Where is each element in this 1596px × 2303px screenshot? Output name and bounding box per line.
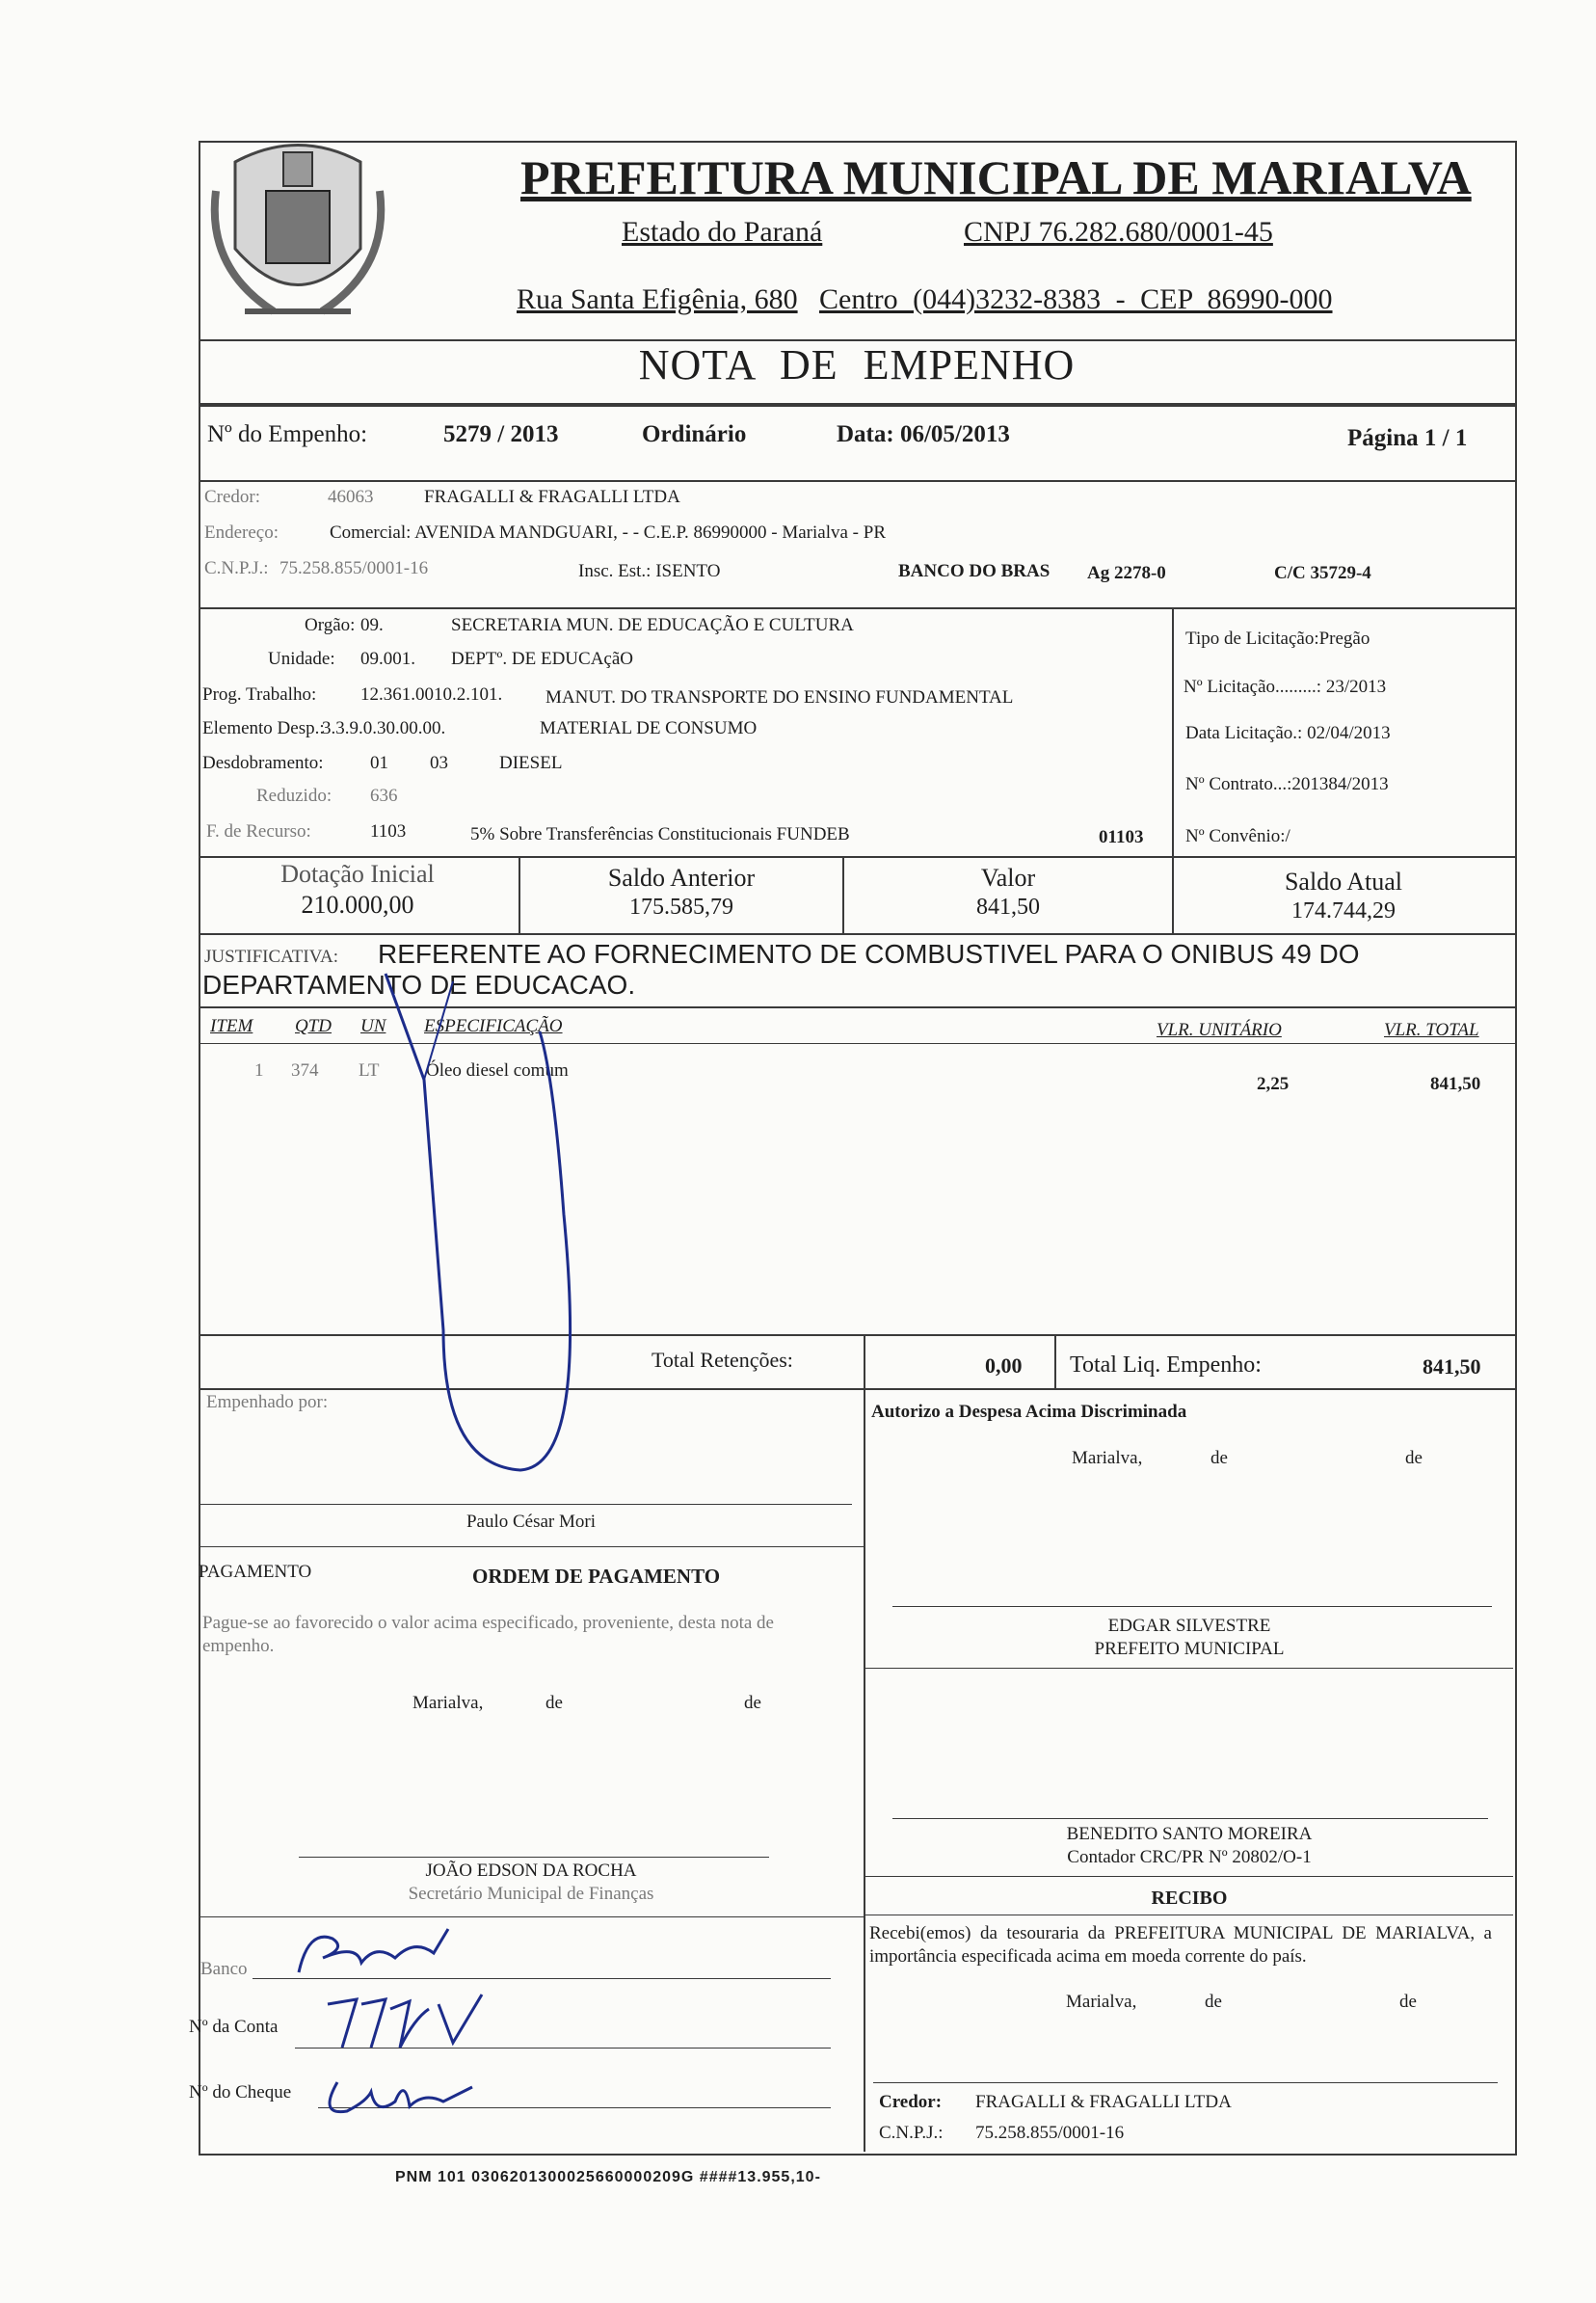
row-item: 1 [254,1060,264,1081]
contador-name: BENEDITO SANTO MOREIRA [1066,1824,1313,1844]
recibo-credor-name: FRAGALLI & FRAGALLI LTDA [975,2092,1232,2112]
unidade-label: Unidade: [268,649,335,669]
elemento-code: 3.3.9.0.30.00.00. [322,718,446,738]
reduzido-code: 636 [370,786,398,806]
empenhado-name: Paulo César Mori [466,1512,597,1532]
creditor-cnpj: 75.258.855/0001-16 [279,558,429,578]
row-qtd: 374 [291,1060,319,1081]
empenhado-label: Empenhado por: [206,1392,329,1412]
recibo-label: RECIBO [1151,1888,1228,1909]
saldo-atual-value: 174.744,29 [1291,898,1396,924]
footer-code: PNM 101 0306201300025660000209G ####13.955,10- [395,2169,821,2185]
justificativa-line2: DEPARTAMENTO DE EDUCACAO. [202,970,636,1000]
retencoes-value: 0,00 [985,1353,1023,1378]
recibo-credor-label: Credor: [879,2092,943,2112]
cnpj-header: CNPJ 76.282.680/0001-45 [964,216,1273,248]
dotacao-value: 210.000,00 [301,891,414,919]
row-vlr-total: 841,50 [1430,1074,1481,1094]
licitacao-data: Data Licitação.: 02/04/2013 [1185,723,1391,743]
empenho-date: Data: 06/05/2013 [837,421,1010,447]
col-header-vlr-unitario: VLR. UNITÁRIO [1157,1020,1282,1040]
conta-signature [318,1990,492,2057]
prefeito-name: EDGAR SILVESTRE [1107,1616,1271,1636]
payment-city: Marialva, [412,1693,484,1713]
recibo-cnpj-label: C.N.P.J.: [879,2123,944,2143]
row-un: LT [359,1060,380,1081]
orgao-code: 09. [360,615,384,635]
secretario-title: Secretário Municipal de Finanças [408,1884,654,1904]
col-header-vlr-total: VLR. TOTAL [1384,1020,1479,1040]
endereco-label: Endereço: [204,522,279,543]
handwritten-signature-stroke [366,964,598,1504]
prog-desc: MANUT. DO TRANSPORTE DO ENSINO FUNDAMENTAL [545,687,1014,708]
fonte-code: 1103 [370,821,407,842]
orgao-label: Orgão: [305,615,356,635]
row-vlr-unitario: 2,25 [1257,1074,1290,1094]
recibo-city: Marialva, [1066,1992,1137,2012]
col-header-un: UN [360,1016,386,1036]
row-especificacao: Óleo diesel comum [426,1060,569,1081]
saldo-anterior-label: Saldo Anterior [607,864,756,892]
empenho-type: Ordinário [642,421,747,447]
autorizo-de-2: de [1405,1448,1423,1468]
valor-label: Valor [980,864,1036,892]
col-header-item: ITEM [210,1016,253,1036]
contador-title: Contador CRC/PR Nº 20802/O-1 [1067,1847,1312,1867]
cheque-label: Nº do Cheque [189,2082,292,2102]
autorizo-label: Autorizo a Despesa Acima Discriminada [871,1402,1187,1422]
prefeito-title: PREFEITO MUNICIPAL [1094,1639,1285,1659]
credor-name: FRAGALLI & FRAGALLI LTDA [424,487,680,507]
contrato-numero: Nº Contrato...:201384/2013 [1185,774,1389,794]
retencoes-label: Total Retenções: [652,1348,793,1372]
desdobramento-desc: DIESEL [499,753,563,773]
payment-de-1: de [545,1693,563,1713]
recibo-de-2: de [1399,1992,1417,2012]
secretario-name: JOÃO EDSON DA ROCHA [425,1861,637,1881]
insc-est: Insc. Est.: ISENTO [578,561,721,581]
saldo-anterior-value: 175.585,79 [629,895,733,920]
elemento-desc: MATERIAL DE CONSUMO [540,718,758,738]
prog-code: 12.361.0010.2.101. [360,684,503,705]
empenho-number: 5279 / 2013 [443,421,559,447]
unidade-desc: DEPTº. DE EDUCAçãO [451,649,633,669]
col-header-qtd: QTD [295,1016,332,1036]
street-address: Rua Santa Efigênia, 680 [517,283,798,315]
fonte-desc: 5% Sobre Transferências Constitucionais FUNDEB [470,824,850,844]
recibo-de-1: de [1205,1992,1222,2012]
cheque-signature [318,2073,482,2121]
liquido-label: Total Liq. Empenho: [1070,1352,1262,1378]
recibo-cnpj: 75.258.855/0001-16 [975,2123,1125,2143]
fonte-label: F. de Recurso: [206,821,311,842]
saldo-atual-label: Saldo Atual [1284,868,1403,896]
liquido-value: 841,50 [1423,1354,1481,1379]
reduzido-label: Reduzido: [256,786,332,806]
page-number: Página 1 / 1 [1347,425,1468,451]
bank-agency: Ag 2278-0 [1087,563,1166,583]
dotacao-label: Dotação Inicial [280,860,435,888]
desdobramento-code: 01 [370,753,388,773]
credor-label: Credor: [204,487,261,507]
empenho-number-label: Nº do Empenho: [207,421,368,447]
bank-name: BANCO DO BRAS [898,561,1051,581]
address-rest: Centro (044)3232-8383 - CEP 86990-000 [819,283,1333,315]
banco-signature [289,1924,463,1982]
banco-label: Banco [200,1959,248,1979]
convenio-numero: Nº Convênio:/ [1185,826,1290,846]
bank-account: C/C 35729-4 [1274,563,1371,583]
cnpj-label: C.N.P.J.: [204,558,269,578]
justificativa-label: JUSTIFICATIVA: [204,947,339,967]
payment-de-2: de [744,1693,761,1713]
desdobramento-sub: 03 [430,753,448,773]
col-header-especificacao: ESPECIFICAÇÃO [424,1016,563,1036]
recibo-text: Recebi(emos) da tesouraria da PREFEITURA MUNICIPAL DE MARIALVA, a importância especificada acima em moeda corrente do país. [869,1923,1492,1967]
orgao-desc: SECRETARIA MUN. DE EDUCAÇÃO E CULTURA [451,615,854,635]
prog-label: Prog. Trabalho: [202,684,317,705]
conta-label: Nº da Conta [189,2017,279,2037]
valor-value: 841,50 [976,895,1040,920]
licitacao-tipo: Tipo de Licitação:Pregão [1185,629,1370,649]
fonte-number: 01103 [1099,827,1144,847]
state-label: Estado do Paraná [622,216,823,248]
pagamento-text: Pague-se ao favorecido o valor acima especificado, proveniente, desta nota de empenho. [202,1613,774,1656]
ordem-pagamento-label: ORDEM DE PAGAMENTO [472,1565,721,1588]
desdobramento-label: Desdobramento: [202,753,324,773]
prefeitura-title: PREFEITURA MUNICIPAL DE MARIALVA [520,150,1472,204]
autorizo-de-1: de [1210,1448,1228,1468]
elemento-label: Elemento Desp.: [202,718,325,738]
credor-code: 46063 [328,487,374,507]
coat-of-arms-icon [206,133,389,326]
doc-title: NOTA DE EMPENHO [638,341,1076,388]
justificativa-line1: REFERENTE AO FORNECIMENTO DE COMBUSTIVEL PARA O ONIBUS 49 DO [378,939,1360,969]
pagamento-label: PAGAMENTO [199,1562,312,1582]
licitacao-numero: Nº Licitação.........: 23/2013 [1184,677,1387,697]
autorizo-city: Marialva, [1072,1448,1143,1468]
endereco-value: Comercial: AVENIDA MANDGUARI, - - C.E.P. 86990000 - Marialva - PR [330,522,886,543]
unidade-code: 09.001. [360,649,415,669]
